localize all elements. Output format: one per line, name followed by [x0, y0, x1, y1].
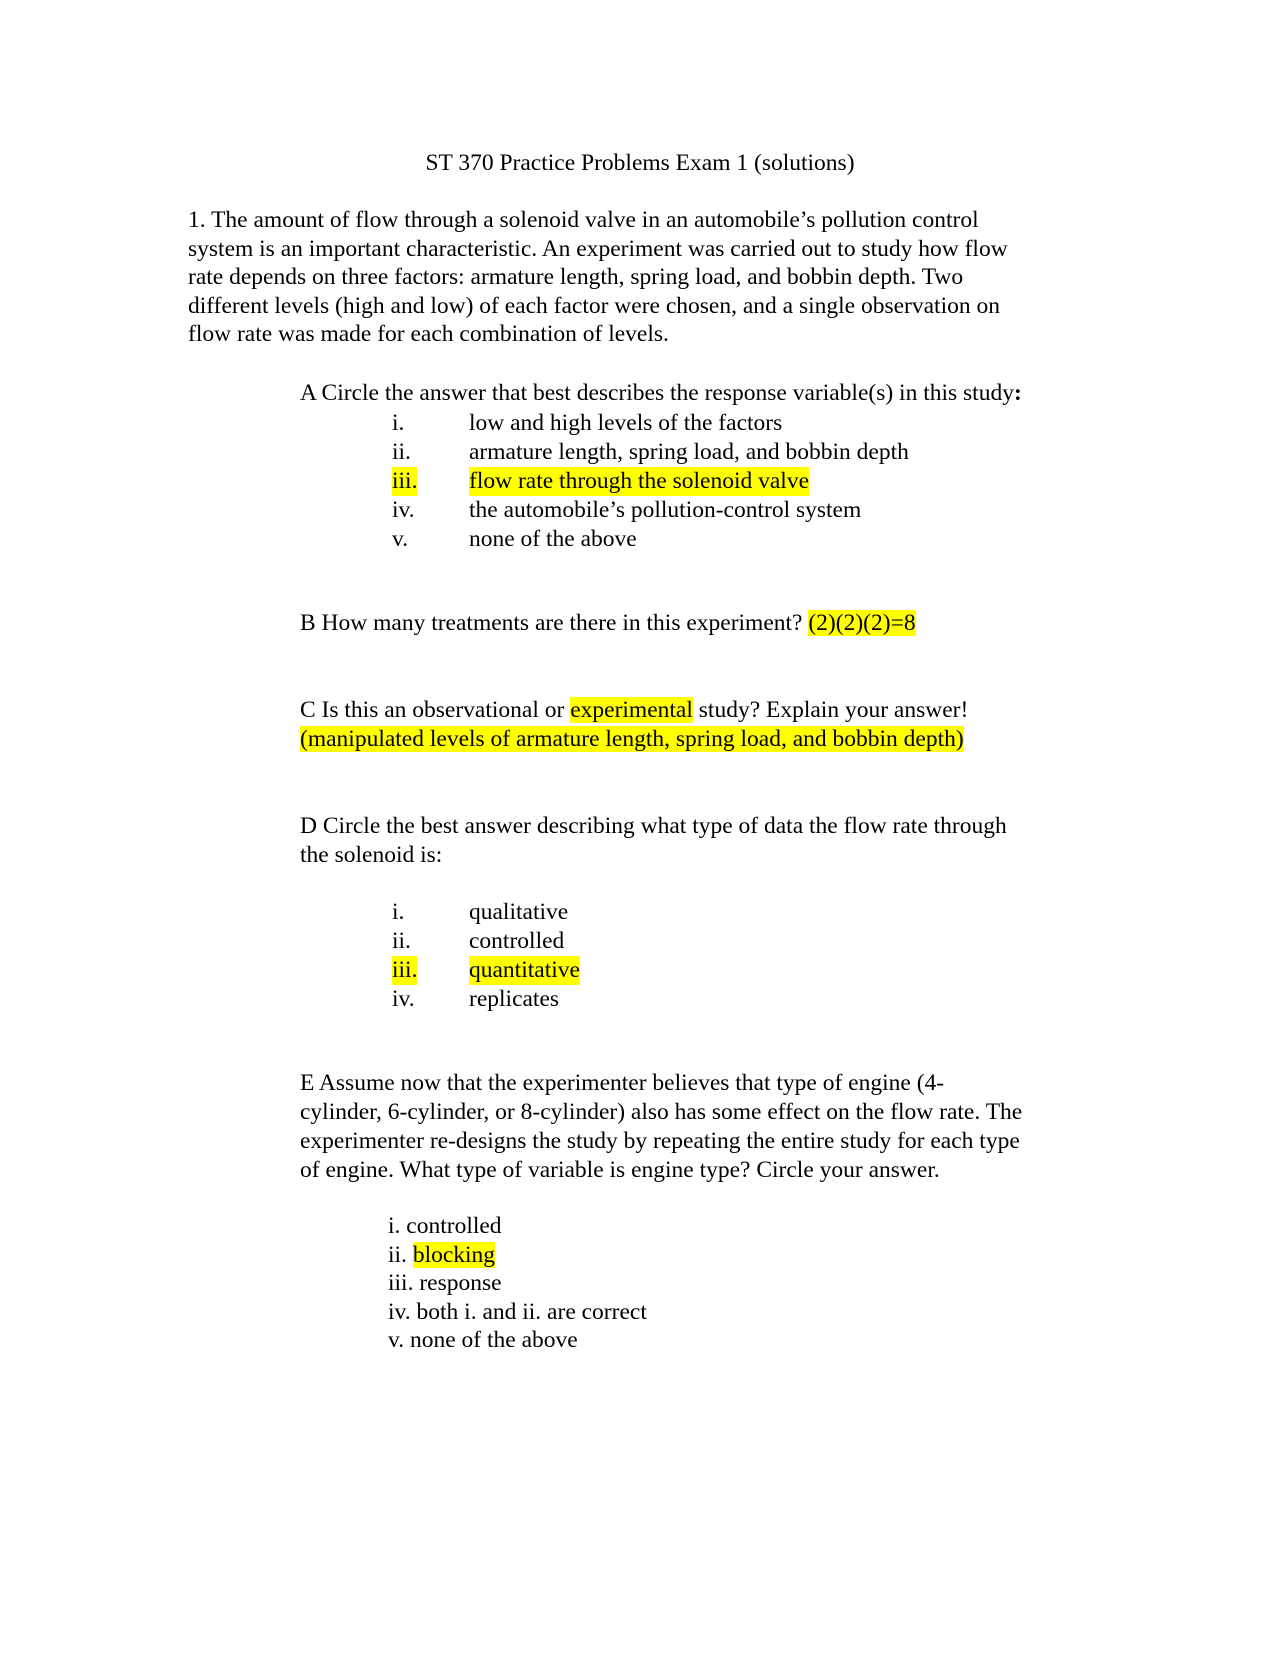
- intro-line: different levels (high and low) of each factor were chosen, and a single observation on: [188, 292, 1000, 319]
- part-a-question-colon: :: [1013, 380, 1022, 406]
- option-text: controlled: [406, 1213, 502, 1239]
- option-text: both i. and ii. are correct: [416, 1298, 647, 1325]
- part-c-answer: experimental: [570, 697, 693, 723]
- option-number: iii.: [392, 468, 418, 494]
- intro-line: rate depends on three factors: armature length, spring load, and bobbin depth. Two: [188, 264, 964, 290]
- option-text: the automobile’s pollution-control system: [469, 497, 862, 523]
- option-number: iv.: [388, 1298, 411, 1325]
- option-number: v.: [388, 1327, 405, 1353]
- part-c-question: [300, 696, 968, 754]
- option-text: quantitative: [469, 957, 580, 983]
- option-text: low and high levels of the factors: [469, 410, 783, 436]
- intro-line: 1. The amount of flow through a solenoid valve in an automobile’s pollution control: [188, 207, 979, 233]
- part-b-question-text: B How many treatments are there in this experiment?: [300, 610, 809, 636]
- part-c-question-end: study? Explain your answer!: [692, 697, 969, 723]
- option-row: [388, 1326, 647, 1355]
- option-text: none of the above: [469, 526, 637, 552]
- part-e-question-line: experimenter re-designs the study by repeating the entire study for each type: [300, 1128, 1020, 1154]
- option-row: [388, 1212, 647, 1241]
- intro-line: system is an important characteristic. An experiment was carried out to study how flow: [188, 235, 1008, 262]
- option-row: [388, 1298, 647, 1327]
- option-number: v.: [392, 526, 409, 552]
- part-a-question-text: A Circle the answer that best describes the response variable(s) in this study: [300, 380, 1014, 406]
- part-e-question: [300, 1069, 1022, 1185]
- part-d-question-line: the solenoid is:: [300, 842, 443, 868]
- option-number: iv.: [392, 986, 415, 1012]
- part-c-explanation: (manipulated levels of armature length, spring load, and bobbin depth): [300, 726, 964, 752]
- option-number: i.: [388, 1213, 401, 1239]
- option-number: ii.: [392, 439, 411, 465]
- option-text: replicates: [469, 986, 560, 1012]
- option-text: blocking: [412, 1241, 496, 1268]
- part-d-question-line: D Circle the best answer describing what type of data the flow rate through: [300, 813, 1007, 839]
- page-title: ST 370 Practice Problems Exam 1 (solutions): [425, 150, 855, 176]
- option-text: flow rate through the solenoid valve: [469, 468, 810, 494]
- option-number: iv.: [392, 497, 415, 523]
- part-b-answer: (2)(2)(2)=8: [808, 610, 916, 636]
- option-number: i.: [392, 899, 405, 925]
- part-b-question: [300, 610, 916, 637]
- intro-line: flow rate was made for each combination of levels.: [188, 321, 669, 347]
- part-a-question: [300, 380, 1022, 407]
- part-e-question-line: of engine. What type of variable is engine type? Circle your answer.: [300, 1157, 940, 1183]
- option-text: response: [419, 1270, 502, 1296]
- problem-intro: [188, 206, 1088, 349]
- part-e-question-line: E Assume now that the experimenter believes that type of engine (4-: [300, 1070, 945, 1096]
- option-number: iii.: [388, 1270, 414, 1296]
- option-text: armature length, spring load, and bobbin depth: [469, 439, 909, 465]
- option-text: none of the above: [409, 1327, 578, 1353]
- option-text: qualitative: [469, 899, 569, 925]
- part-c-question-start: C Is this an observational or: [300, 697, 571, 723]
- part-d-question: [300, 812, 1007, 870]
- option-number: ii.: [388, 1241, 407, 1268]
- option-text: controlled: [469, 928, 565, 954]
- option-row: [388, 1269, 647, 1298]
- option-number: ii.: [392, 928, 411, 954]
- option-number: i.: [392, 410, 405, 436]
- option-row-selected: [388, 1241, 647, 1270]
- part-e-question-line: cylinder, 6-cylinder, or 8-cylinder) also has some effect on the flow rate. The: [300, 1099, 1023, 1125]
- option-number: iii.: [392, 957, 418, 983]
- part-e-options: [388, 1212, 647, 1355]
